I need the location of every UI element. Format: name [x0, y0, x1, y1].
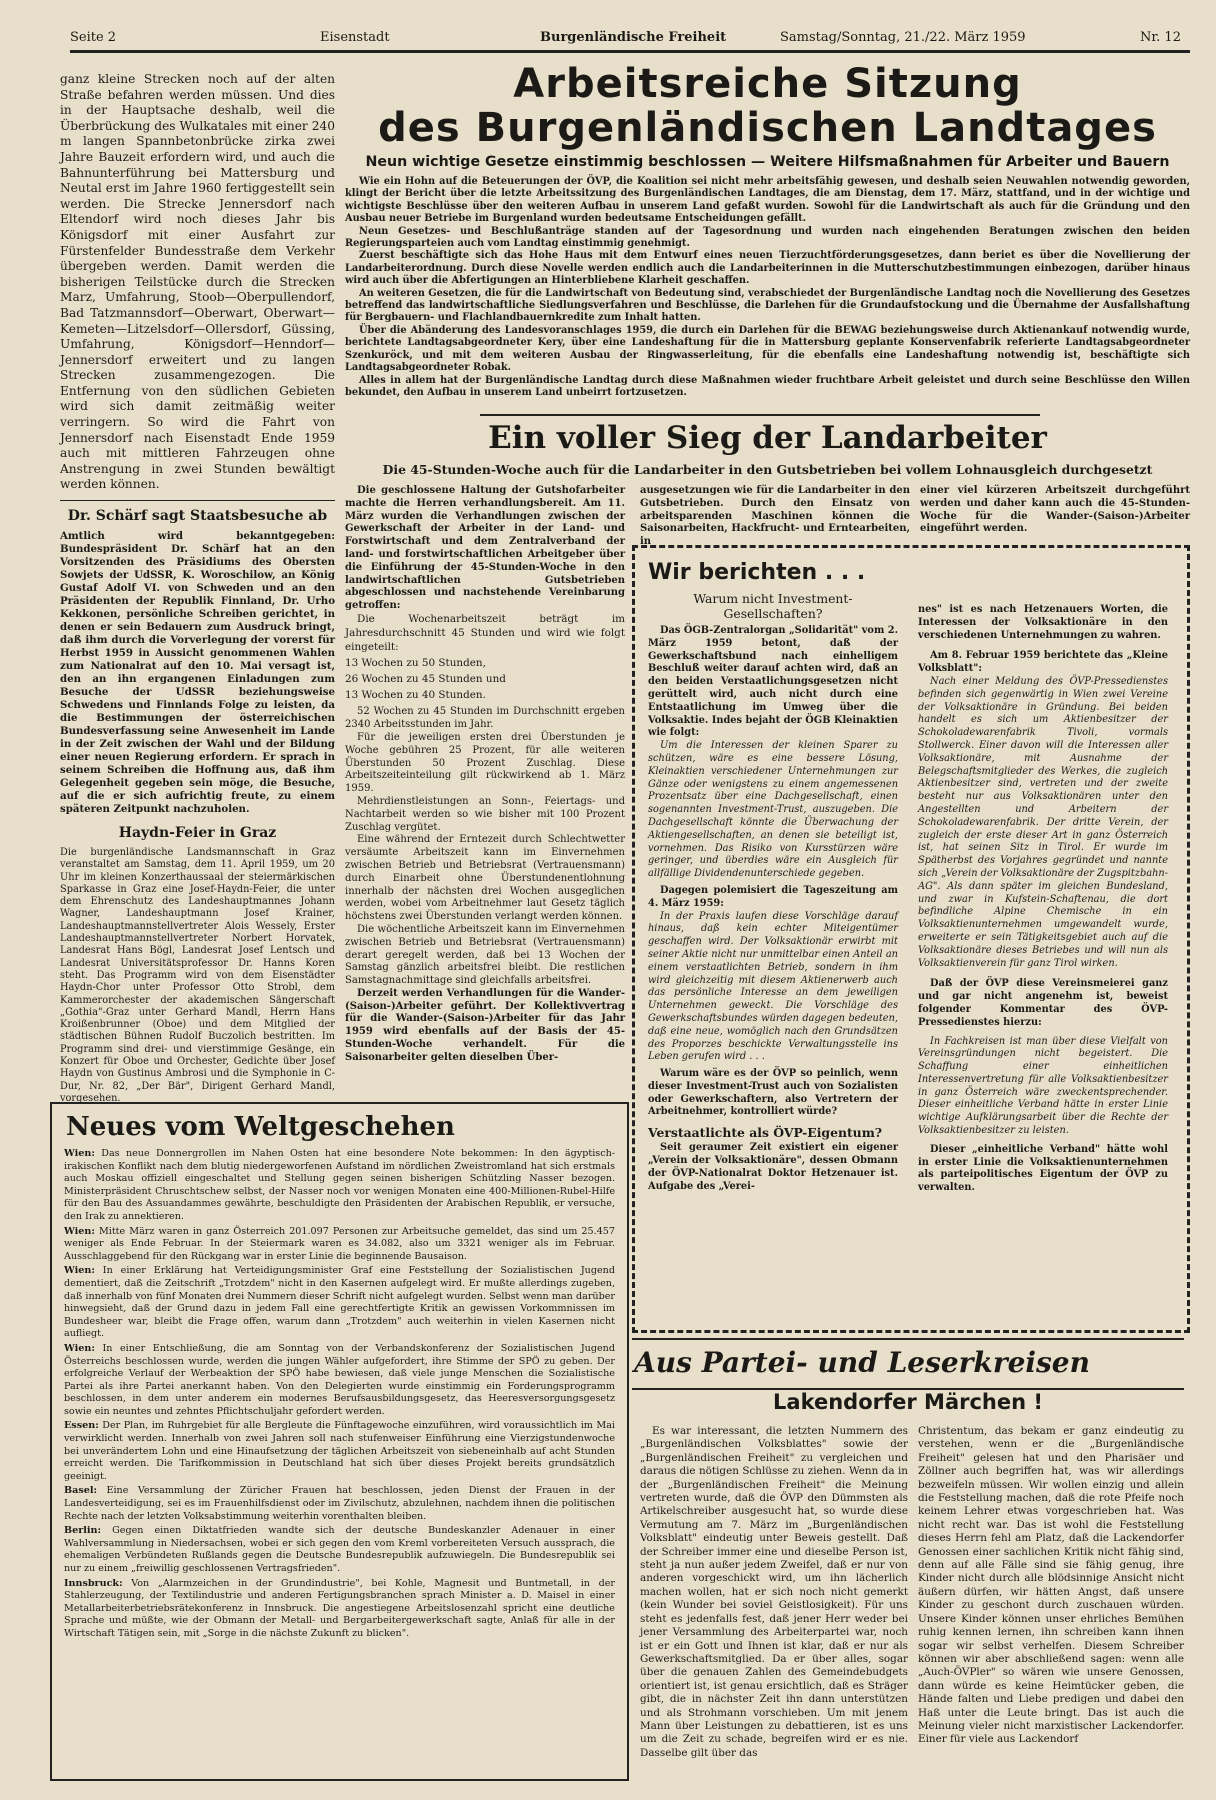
- welt-item-text: Mitte März waren in ganz Österreich 201.097 Personen zur Arbeitsuche gemeldet, das sind um 25.457 weniger als Ende Februar. In der Steiermark waren es 34.082, also um 3321 weniger als im Februar. Ausschlaggebend für den Rückgang war in erster Linie die beginnende Bausaison.: [64, 1225, 616, 1262]
- left-article-text: ganz kleine Strecken noch auf der alten Straße befahren werden müssen. Und dies in der Hauptsache deshalb, weil die Überbrückung des Wulkatales mit einer 240 m langen Spannbetonbrücke zirka zwei Jahre Bauzeit erfordern wird, und auch die Bahnunterführung bei Mattersburg und Neutal erst im Jahre 1960 fertiggestellt sein werden. Die Strecke Jennersdorf nach Eltendorf wird noch dieses Jahr bis Königsdorf mit einer Ausfahrt zur Fürstenfelder Bundesstraße dem Verkehr übergeben werden. Damit werden die bisherigen Teilstücke durch die Strecken Marz, Umfahrung, Stoob—Oberpullendorf, Bad Tatzmannsdorf—Oberwart, Oberwart—Kemeten—Litzelsdorf—Ollersdorf, Güssing, Umfahrung, Königsdorf—Henndorf—Jennersdorf erweitert und zu langen Strecken zusammengezogen. Die Entfernung von den südlichen Gebieten wird sich damit zeitmäßig weiter verringern. So wird die Fahrt von Jennersdorf nach Eisenstadt Ende 1959 auch mit mittleren Fahrzeugen ohne Anstrengung in zwei Stunden bewältigt werden können.: [60, 72, 335, 492]
- welt-item-place: Innsbruck:: [64, 1577, 123, 1589]
- sieg-col2-text: ausgesetzungen wie für die Landarbeiter in den Gutsbetrieben. Durch den Einsatz von arbeitsparenden Maschinen können die Saisonarbeiten, Hackfrucht- und Erntearbeiten, in: [640, 485, 910, 548]
- left-article: [60, 72, 335, 492]
- berichten-column-1: [648, 560, 898, 1320]
- welt-box: [50, 1102, 629, 1781]
- sitzung-para-5: Über die Abänderung des Landesvoranschlages 1959, die durch ein Darlehen für die BEWAG beziehungsweise durch Aktienankauf notwendig wurde, berichtete Landtagsabgeordneter Kery, über eine Landeshaftung für die in Mattersburg geplante Konservenfabrik referierte Landtagsabgeordneter Szenkuröck, und mit dem weiteren Ausbau der Ringwasserleitung, für die ebenfalls eine Landeshaftung notwendig ist, beschäftigte sich Landtagsabgeordneter Robak.: [345, 324, 1190, 374]
- sieg-hours-3: 13 Wochen zu 40 Stunden.: [345, 689, 486, 702]
- berichten-para-5: Warum wäre es der ÖVP so peinlich, wenn dieser Investment-Trust auch von Sozialisten oder Gewerkschaftern, also Vertretern der Arbeitnehmer, kontrolliert würde?: [648, 1068, 898, 1118]
- divider: [480, 414, 1040, 416]
- berichten-col2-para-6: Dieser „einheitliche Verband" hätte wohl in erster Linie die Volksaktienunternehmen als parteipolitisches Eigentum der ÖVP zu verwalten.: [918, 1143, 1168, 1194]
- header-issue: Nr. 12: [1140, 30, 1181, 45]
- sieg-column-3: [920, 485, 1190, 545]
- sitzung-para-2: Neun Gesetzes- und Beschlußanträge standen auf der Tagesordnung und wurden nach eingehenden Beratungen zwischen den beiden Regierungsparteien auch vom Landtag einstimmig genehmigt.: [345, 225, 1190, 250]
- berichten-col2-para-5: In Fachkreisen ist man über diese Vielfalt von Vereinsgründungen nicht begeistert. Die Schaffung einer einheitlichen Interessenvertretung für alle Volksaktienbesitzer in ganz Österreich wäre zweckentsprechender. Dieser einheitliche Verband hätte in erster Linie wichtige Aufklärungsarbeit über die Rechte der Volksaktienbesitzer zu leisten.: [918, 1035, 1168, 1137]
- sieg-headline: Ein voller Sieg der Landarbeiter: [488, 420, 1047, 456]
- berichten-subheadline: Verstaatlichte als ÖVP-Eigentum?: [648, 1125, 883, 1141]
- berichten-col2-para-2: Am 8. Februar 1959 berichtete das „Kleine Volksblatt":: [918, 650, 1168, 675]
- welt-item-text: Der Plan, im Ruhrgebiet für alle Bergleute die Fünftagewoche einzuführen, wird voraussichtlich im Mai verwirklicht werden. Innerhalb von zwei Jahren soll nach stufenweiser Einführung eine Vierzigstundenwoche bei unverändertem Lohn und eine Hinaufsetzung der täglichen Arbeitszeit von siebeneinhalb auf acht Stunden erreicht werden. Die Tarifkommission in Deutschland hat sich über dieses Projekt bereits grundsätzlich geeinigt.: [64, 1420, 615, 1482]
- sieg-hours-2: 26 Wochen zu 45 Stunden und: [345, 673, 506, 686]
- welt-item-place: Essen:: [64, 1420, 99, 1432]
- welt-item-place: Wien:: [64, 1342, 95, 1354]
- schaerf-text: Amtlich wird bekanntgegeben: Bundespräsident Dr. Schärf hat an den Vorsitzenden des Präsidiums des Obersten Sowjets der UdSSR, K. Woroschilow, an König Gustaf Adolf VI. von Schweden und an den Präsidenten der Republik Finnland, Dr. Urho Kekkonen, persönliche Schreiben gerichtet, in denen er sein Bedauern zum Ausdruck bringt, daß ihm durch die Vorverlegung der vorerst für Herbst 1959 in Aussicht genommenen Wahlen zum Nationalrat auf den 10. Mai versagt ist, den an ihn ergangenen Einladungen zum Besuche der UdSSR beziehungsweise Schwedens und Finnlands Folge zu leisten, da die Bestimmungen der österreichischen Bundesverfassung seine Anwesenheit im Lande in der Zeit zwischen der Wahl und der Bildung einer neuen Regierung erfordern. Er sprach in seinem Schreiben die Hoffnung aus, daß ihm Gelegenheit gegeben sein möge, die Besuche, auf die er sich aufrichtig freute, zu einem späteren Zeitpunkt nachzuholen.: [60, 530, 335, 815]
- sieg-para-ernte: Eine während der Erntezeit durch Schlechtwetter versäumte Arbeitszeit kann im Einvernehmen zwischen Betrieb und Betriebsrat (Vertrauensmann) durch Einarbeit ohne Überstundenentlohnung innerhalb der nächsten drei Wochen ausgeglichen werden, wobei vom Arbeitnehmer laut Gesetz täglich höchstens zwei Überstunden verlangt werden können.: [345, 834, 625, 923]
- sieg-col3-text: einer viel kürzeren Arbeitszeit durchgeführt werden und daher kann auch die 45-Stunden-Woche für die Wander-(Saison-)Arbeiter eingeführt werden.: [920, 485, 1190, 535]
- partei-banner: Aus Partei- und Leserkreisen: [634, 1346, 1090, 1379]
- haydn-article: [60, 825, 335, 1104]
- sitzung-subheadline: Neun wichtige Gesetze einstimmig beschlossen — Weitere Hilfsmaßnahmen für Arbeiter und Bauern: [365, 154, 1170, 170]
- sieg-column-1: [345, 485, 625, 1065]
- berichten-para-2: Um die Interessen der kleinen Sparer zu schützen, wäre es eine bessere Lösung, Kleinaktien verschiedener Unternehmungen zur Gänze oder wenigstens zu einem angemessenen Prozentsatz über eine Dachgesellschaft, einen sogenannten Investment-Trust, auszugeben. Die Dachgesellschaft könnte die Überwachung der Aktiengesellschaften, an denen sie beteiligt ist, vornehmen. Das Risiko von Kursstürzen wäre geringer, und überdies wäre ein Ausgleich für allfällige Dividendenunterschiede gegeben.: [648, 740, 898, 880]
- schaerf-headline: Dr. Schärf sagt Staatsbesuche ab: [67, 508, 328, 524]
- sieg-para-saison: Derzeit werden Verhandlungen für die Wander-(Saison-)Arbeiter geführt. Der Kollektivvertrag für die Wander-(Saison-)Arbeiter für das Jahr 1959 wird ebenfalls auf der Basis der 45-Stunden-Woche verhandelt. Für die Saisonarbeiter gelten dieselben Über-: [345, 987, 625, 1063]
- welt-item: [64, 1148, 615, 1224]
- sieg-subheadline: Die 45-Stunden-Woche auch für die Landarbeiter in den Gutsbetrieben bei vollem Lohnausgleich durchgesetzt: [382, 462, 1153, 477]
- header-date: Samstag/Sonntag, 21./22. März 1959: [780, 30, 1026, 45]
- welt-item: [64, 1265, 615, 1341]
- welt-item: [64, 1343, 615, 1419]
- sieg-hours-1: 13 Wochen zu 50 Stunden,: [345, 657, 486, 670]
- welt-item-place: Wien:: [64, 1265, 95, 1277]
- welt-item-text: Eine Versammlung der Züricher Frauen hat beschlossen, jeden Dienst der Frauen in der Landesverteidigung, sei es im Frauenhilfsdienst oder im Zivilschutz, abzulehnen, nachdem ihnen die politischen Rechte nach der letzten Volksabstimmung weiterhin vorenthalten bleiben.: [64, 1485, 615, 1522]
- sitzung-para-6: Alles in allem hat der Burgenländische Landtag durch diese Maßnahmen wieder fruchtbare Arbeit geleistet und durch seine Beschlüsse den Willen bekundet, den Aufbau in unserem Land unbeirrt fortzusetzen.: [345, 374, 1190, 398]
- partei-column-2: [918, 1425, 1184, 1785]
- sitzung-article: [345, 62, 1190, 417]
- sieg-intro: Die geschlossene Haltung der Gutshofarbeiter machte die Herren verhandlungsbereit. Am 11. März wurden die Verhandlungen zwischen der Gewerkschaft der Arbeiter in der Land- und Forstwirtschaft und dem Zentralverband der land- und forstwirtschaftlichen Arbeitgeber über die Einführung der 45-Stunden-Woche in den landwirtschaftlichen Gutsbetrieben abgeschlossen und nachstehende Vereinbarung getroffen:: [345, 485, 625, 612]
- welt-title: Neues vom Weltgeschehen: [66, 1112, 455, 1142]
- sieg-para-samstag: Die wöchentliche Arbeitszeit kann im Einvernehmen zwischen Betrieb und Betriebsrat (Vertrauensmann) derart geregelt werden, daß bei 13 Wochen der Samstag gänzlich arbeitsfrei bleibt. Die restlichen Samstagnachmittage sind gleichfalls arbeitsfrei.: [345, 923, 625, 987]
- welt-item-text: In einer Erklärung hat Verteidigungsminister Graf eine Feststellung der Sozialistischen Jugend dementiert, daß die Zeitschrift „Trotzdem" nicht in den Kasernen aufgelegt wird. Er mußte allerdings zugeben, daß innerhalb von fünf Monaten drei Nummern dieser Schrift nicht aufgelegt wurden. Selbst wenn man darüber hinwegsieht, daß der Grund dazu in jedem Fall eine gerechtfertigte Kritik an gewissen Vorkommnissen im Bundesheer war, bleibt die Frage offen, warum dann „Trotzdem" auch weiterhin in vielen Kasernen nicht aufliegt.: [64, 1265, 615, 1340]
- welt-item: [64, 1525, 615, 1575]
- sitzung-para-1: Wie ein Hohn auf die Beteuerungen der ÖVP, die Koalition sei nicht mehr arbeitsfähig gewesen, und deshalb seien Neuwahlen notwendig geworden, klingt der Bericht über die letzte Arbeitssitzung des Burgenländischen Landtages, die am Dienstag, dem 17. März, stattfand, und in der wichtige und wichtigste Beschlüsse über den weiteren Aufbau in unserem Land gefaßt wurden. Sowohl für die Landwirtschaft als auch für die Gründung und den Ausbau neuer Betriebe im Burgenland wurden bedeutsame Entscheidungen gefällt.: [345, 176, 1190, 225]
- welt-item: [64, 1578, 615, 1641]
- schaerf-article: [60, 508, 335, 818]
- berichten-col2-para-3: Nach einer Meldung des ÖVP-Pressedienstes befinden sich gegenwärtig in Wien zwei Vereine der Volksaktionäre in Gründung. Bei beiden handelt es sich um Aktienbesitzer der Schokoladewarenfabrik Tivoli, vormals Stollwerck. Einer davon will die Interessen aller Volksaktionäre, mit Ausnahme der Belegschaftsmitglieder des Werkes, die zugleich Aktienbesitzer sind, vertreten und der zweite besteht nur aus Volksaktionären unter den Angestellten und Arbeitern der Schokoladewarenfabrik. Der dritte Verein, der zugleich der erste dieser Art in ganz Österreich ist, hat seinen Sitz in Tirol. Er wurde im Spätherbst des Vorjahres gegründet und nannte sich „Verein der Volksaktionäre der Zugspitzbahn-AG". Als dann später im gleichen Bundesland, und zwar in Kufstein-Schaftenau, die dort befindliche Alpine Chemische in ein Volksaktienunternehmen umgewandelt wurde, erweiterte er sein Tätigkeitsgebiet auch auf die Volksaktionäre dieses Betriebes und will nun als Volksaktienverein für ganz Tirol wirken.: [918, 675, 1168, 969]
- berichten-col2-para-1: nes" ist es nach Hetzenauers Worten, die Interessen der Volksaktionäre in den verschiedenen Unternehmungen zu wahren.: [918, 604, 1168, 641]
- berichten-para-6: Seit geraumer Zeit existiert ein eigener „Verein der Volksaktionäre", dessen Obmann der ÖVP-Nationalrat Doktor Hetzenauer ist. Aufgabe des „Verei-: [648, 1142, 898, 1192]
- berichten-column-2: [918, 604, 1168, 1320]
- berichten-title: Wir berichten . . .: [648, 560, 866, 585]
- sieg-para-52: 52 Wochen zu 45 Stunden im Durchschnitt ergeben 2340 Arbeitsstunden im Jahr.: [345, 706, 625, 731]
- welt-item-place: Wien:: [64, 1148, 95, 1159]
- welt-item: [64, 1226, 615, 1264]
- welt-item: [64, 1420, 615, 1483]
- welt-item-place: Berlin:: [64, 1525, 102, 1537]
- page-number: Seite 2: [70, 30, 117, 45]
- sieg-workweek: Die Wochenarbeitszeit beträgt im Jahresdurchschnitt 45 Stunden und wird wie folgt eingeteilt:: [345, 612, 625, 653]
- haydn-headline: Haydn-Feier in Graz: [118, 825, 277, 841]
- berichten-col2-para-4: Daß der ÖVP diese Vereinsmeierei ganz und gar nicht angenehm ist, beweist folgender Kommentar des ÖVP-Pressedienstes hierzu:: [918, 978, 1168, 1028]
- header-paper-name: Burgenländische Freiheit: [540, 30, 727, 45]
- sitzung-para-3: Zuerst beschäftigte sich das Hohe Haus mit dem Entwurf eines neuen Tierzuchtförderungsgesetzes, dann beriet es über die Novellierung der Landarbeiterordnung. Durch diese Novelle werden endlich auch die Landarbeiterinnen in die Mutterschutzbestimmungen einbezogen, darüber hinaus wird auch über die Abfertigungen an Hinterbliebene Klarheit geschaffen.: [345, 250, 1190, 287]
- divider: [60, 500, 335, 501]
- sieg-para-ueberstunden: Für die jeweiligen ersten drei Überstunden je Woche gebühren 25 Prozent, für alle weiteren Überstunden 50 Prozent Zuschlag. Diese Arbeitszeiteinteilung gilt rückwirkend ab 1. März 1959.: [345, 731, 625, 795]
- sieg-para-mehrdienst: Mehrdienstleistungen an Sonn-, Feiertags- und Nachtarbeit werden so wie bisher mit 100 Prozent Zuschlag vergütet.: [345, 795, 625, 833]
- sitzung-headline-1: Arbeitsreiche Sitzung: [513, 61, 1022, 107]
- welt-item-place: Basel:: [64, 1485, 98, 1497]
- berichten-para-3: Dagegen polemisiert die Tageszeitung am 4. März 1959:: [648, 884, 898, 909]
- partei-col1-text: Es war interessant, die letzten Nummern des „Burgenländischen Volksblattes" sowie der „Burgenländischen Freiheit" zu vergleichen und daraus die nötigen Schlüsse zu ziehen. Wenn da in der „Burgenländischen Freiheit" die Meinung vertreten wurde, daß die ÖVP den Dümmsten als Artikelschreiber ausgesucht hat, so wurde diese Vermutung am 7. März im „Burgenländischen Volksblatt" eindeutig unter Beweis gestellt. Daß der Schreiber immer eine und dieselbe Person ist, steht ja nun außer jedem Zweifel, daß er nur von anderen vorgeschickt wird, um ihn lächerlich machen wollen, hat er sich noch nicht gemerkt (kein Wunder bei soviel Geistlosigkeit). Für uns steht es jedenfalls fest, daß jener Herr weder bei jener Versammlung des Arbeiterpartei war, noch ist er ein Gott und Ihnen ist klar, daß er nur als Gewerkschaftsmitglied. Da er über alles, sogar über die genauen Zahlen des Gemeindebudgets orientiert ist, ist genau ersichtlich, daß es Sträger gibt, die in nächster Zeit ihn dann unterstützen und als Strohmann vorschieben. Um mit jenem Mann über Leistungen zu debattieren, ist es uns um die Zeit zu schade, begreifen wird er es nie. Dasselbe gilt über das: [640, 1425, 908, 1759]
- page-header: [70, 30, 1190, 53]
- welt-item-text: In einer Entschließung, die am Sonntag von der Verbandskonferenz der Sozialistischen Jugend Österreichs beschlossen wurde, werden die jungen Wähler aufgefordert, ihre Stimme der SPÖ zu geben. Der erfolgreiche Verlauf der Werbeaktion der SPÖ habe bewiesen, daß viele junge Menschen die Sozialistische Partei als ihre Partei anerkannt haben. Von den Delegierten wurde einstimmig ein Forderungsprogramm beschlossen, in dem unter anderem ein modernes Berufsausbildungsgesetz, das Heeresversorgungsgesetz sowie ein neuntes und zehntes Pflichtschuljahr gefordert werden.: [64, 1342, 615, 1417]
- haydn-text: Die burgenländische Landsmannschaft in Graz veranstaltet am Samstag, dem 11. April 1959, um 20 Uhr im kleinen Konzerthaussaal der steiermärkischen Sparkasse in Graz eine Josef-Haydn-Feier, die unter dem Ehrenschutz des Landeshauptmannes Johann Wagner, Landeshauptmann Josef Krainer, Landeshauptmannstellvertreter Alois Wessely, Erster Landeshauptmannstellvertreter Norbert Horvatek, Landesrat Hans Bögl, Landesrat Josef Lentsch und Landesrat Universitätsprofessor Dr. Hanns Koren steht. Das Programm wird von dem Eisenstädter Haydn-Chor unter Professor Otto Strobl, dem Kammerorchester der akademischen Sängerschaft „Gothia"-Graz unter Gerhard Mandl, Herrn Hans Kroißenbrunner (Oboe) und dem Mitglied der städtischen Bühnen Rudolf Buczolich bestritten. Im Programm sind drei- und vierstimmige Gesänge, ein Konzert für Oboe und Orchester, Gedichte über Josef Haydn von Gustinus Ambrosi und die Symphonie in C-Dur, Nr. 82, „Der Bär", Dirigent Gerhard Mandl, vorgesehen.: [60, 847, 335, 1104]
- welt-item-place: Wien:: [64, 1225, 95, 1237]
- welt-item: [64, 1485, 615, 1523]
- partei-banner-box: [632, 1338, 1184, 1390]
- partei-column-1: [640, 1425, 908, 1785]
- sitzung-headline-2: des Burgenländischen Landtages: [378, 105, 1157, 151]
- sitzung-para-4: An weiteren Gesetzen, die für die Landwirtschaft von Bedeutung sind, verabschiedet der Burgenländische Landtag noch die Novellierung des Gesetzes betreffend das landwirtschaftliche Siedlungsverfahren und Beschlüsse, die Darlehen für die Grundaufstockung und die Übernahme der Ausfallshaftung für Bergbauern- und Flachlandbauernkredite zum Inhalt hatten.: [345, 287, 1190, 324]
- welt-item-text: Gegen einen Diktatfrieden wandte sich der deutsche Bundeskanzler Adenauer in einer Wahlversammlung in Niedersachsen, wobei er sich gegen den vom Kreml vorbereiteten Versuch aussprach, die ehemaligen Verbündeten Rußlands gegen die Deutsche Bundesrepublik aufzuwiegeln. Die Bundesrepublik sei nur zu einem „freiwillig geschlossenen Vertragsfrieden".: [64, 1525, 615, 1574]
- berichten-question: Warum nicht Investment-Gesellschaften?: [693, 591, 853, 621]
- header-city: Eisenstadt: [320, 30, 390, 45]
- welt-item-text: Von „Alarmzeichen in der Grundindustrie", bei Kohle, Magnesit und Buntmetall, in der Stahlerzeugung, der Textilindustrie und anderen Fertigungsbranchen sprach Minister a. D. Maisel in einer Metallarbeiterbetriebsrätekonferenz in Innsbruck. Die angestiegene Arbeitslosenzahl spricht eine deutliche Sprache und müßte, wie der Obmann der Metall- und Bergarbeitergewerkschaft sagte, Anlaß für alle in der Wirtschaft Tätigen sein, mit „Sorge in die nächste Zukunft zu blicken".: [64, 1577, 615, 1639]
- partei-col2-text: Christentum, das bekam er ganz eindeutig zu verstehen, wenn er die „Burgenländische Freiheit" gelesen hat und den Pharisäer und Zöllner auch begriffen hat, was wir allerdings bezweifeln müssen. Wir wollen einzig und allein die Feststellung machen, daß die rote Pfeife noch keinem Lehrer etwas vorgeschrieben hat. Was nicht recht war. Das ist wohl die Feststellung dieses Herrn fehl am Platz, daß die Lackendorfer Genossen einer sachlichen Kritik nicht fähig sind, denn auf alle Fälle sind sie fähig genug, ihre Kinder nicht durch alle blödsinnige Ansicht nicht äußern dürfen, wir hätten Angst, daß unsere Kinder zu geschont durch zuschauen würden. Unsere Kinder können unser ehrliches Bemühen ruhig kennen lernen, ihn schreiben kann ihnen sogar wir selbst verhelfen. Diesem Schreiber können wir aber abschließend sagen: wenn alle „Auch-ÖVPler" so wären wie unsere Genossen, dann würde es keine Heimtücker geben, die Hände falten und Liebe predigen und dabei den Haß unter die Leute bringt. Das ist auch die Meinung vieler nicht marxistischer Lackendorfer. Einer für viele aus Lackendorf: [918, 1425, 1184, 1746]
- welt-item-text: Das neue Donnergrollen im Nahen Osten hat eine besondere Note bekommen: In den ägyptisch-irakischen Konflikt nach dem blutig niedergeworfenen Aufstand im nördlichen Zweistromland hat sich erstmals auch Moskau offiziell eingeschaltet und Stellung gegen seinen bisherigen Schützling Nasser bezogen. Ministerpräsident Chruschtschew selbst, der Nasser noch vor wenigen Monaten eine 400-Millionen-Rubel-Hilfe für den Bau des Assuandammes gewährte, beschuldigte den Präsidenten der Arabischen Republik, er versuche, den Irak zu annektieren.: [64, 1148, 615, 1222]
- welt-list: [64, 1148, 615, 1641]
- berichten-para-1: Das ÖGB-Zentralorgan „Solidarität" vom 2. März 1959 betont, daß der Gewerkschaftsbund nach einhelligem Beschluß weiter darauf achten wird, daß an den beiden Verstaatlichungsgesetzen nicht gerüttelt wird, auch nicht durch eine Entstaatlichung im Umweg über die Volksaktie. Indes bejaht der ÖGB Kleinaktien wie folgt:: [648, 625, 898, 739]
- partei-title: Lakendorfer Märchen !: [773, 1390, 1043, 1414]
- sieg-column-2: [640, 485, 910, 548]
- berichten-para-4: In der Praxis laufen diese Vorschläge darauf hinaus, daß kein echter Miteigentümer geschaffen wird. Der Volksaktionär erwirbt mit seiner Aktie nicht nur unmittelbar einen Anteil an einem verstaatlichten Betrieb, sondern in ihm wird gleichzeitig mit diesem Aktienerwerb auch das persönliche Interesse an dem jeweiligen Unternehmen geweckt. Die Vorschläge des Gewerkschaftsbundes würden dagegen bedeuten, daß eine neue, womöglich nach den Grundsätzen des Proporzes beschickte Verwaltungsstelle ins Leben gerufen wird . . .: [648, 910, 898, 1063]
